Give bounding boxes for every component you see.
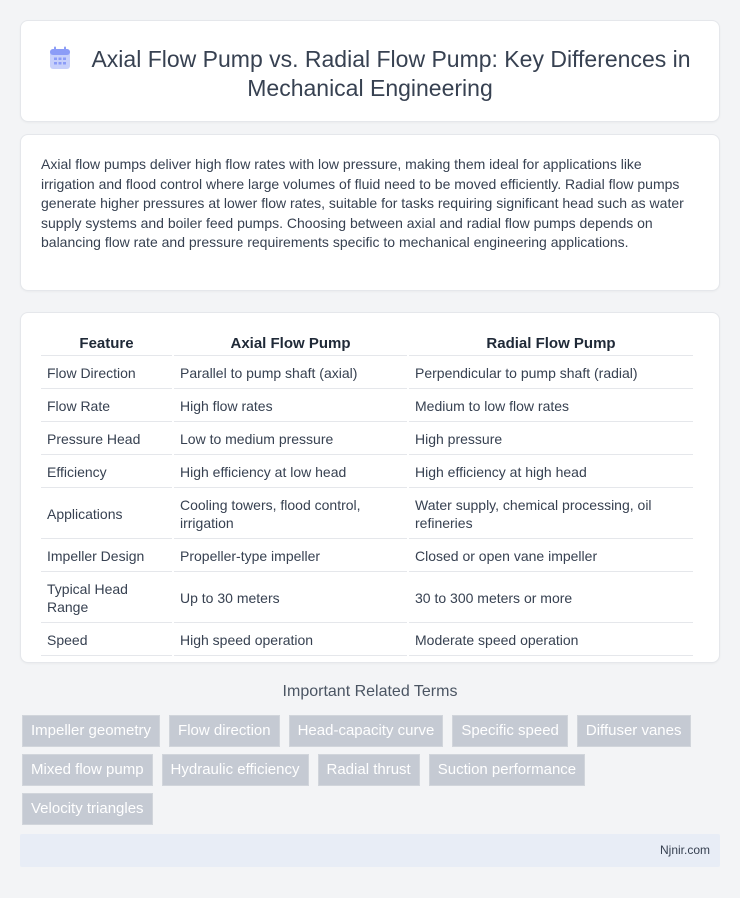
- footer: [20, 834, 720, 867]
- table-header-row: [41, 333, 693, 356]
- term-tag[interactable]: Impeller geometry: [22, 715, 160, 747]
- term-tag[interactable]: Suction performance: [429, 754, 585, 786]
- column-header-axial: Axial Flow Pump: [174, 333, 407, 356]
- cell-radial: Moderate speed operation: [409, 625, 693, 656]
- term-tag[interactable]: Specific speed: [452, 715, 568, 747]
- table-row: [41, 490, 693, 539]
- page-title-block: [21, 45, 719, 103]
- cell-axial: Low to medium pressure: [174, 424, 407, 455]
- comparison-table: [39, 331, 695, 658]
- cell-feature: Pressure Head: [41, 424, 172, 455]
- cell-radial: Closed or open vane impeller: [409, 541, 693, 572]
- calendar-icon: [49, 46, 71, 70]
- cell-feature: Efficiency: [41, 457, 172, 488]
- cell-feature: Typical Head Range: [41, 574, 172, 623]
- cell-axial: High efficiency at low head: [174, 457, 407, 488]
- cell-radial: High pressure: [409, 424, 693, 455]
- related-terms-list: [20, 713, 720, 830]
- column-header-feature: Feature: [41, 333, 172, 356]
- cell-axial: High speed operation: [174, 625, 407, 656]
- term-tag[interactable]: Radial thrust: [318, 754, 420, 786]
- cell-feature: Flow Direction: [41, 358, 172, 389]
- intro-paragraph: Axial flow pumps deliver high flow rates with low pressure, making them ideal for applications like irrigation and flood control where large volumes of fluid need to be moved efficiently. Radial flow pumps generate higher pressures at lower flow rates, suitable for tasks requiring significant head such as water supply systems and boiler feed pumps. Choosing between axial and radial flow pumps depends on balancing flow rate and pressure requirements specific to mechanical engineering applications.: [41, 156, 684, 251]
- cell-axial: Up to 30 meters: [174, 574, 407, 623]
- term-tag[interactable]: Hydraulic efficiency: [162, 754, 309, 786]
- cell-feature: Impeller Design: [41, 541, 172, 572]
- cell-axial: Parallel to pump shaft (axial): [174, 358, 407, 389]
- table-row: [41, 424, 693, 455]
- cell-feature: Applications: [41, 490, 172, 539]
- cell-feature: Flow Rate: [41, 391, 172, 422]
- term-tag[interactable]: Mixed flow pump: [22, 754, 153, 786]
- cell-radial: Water supply, chemical processing, oil refineries: [409, 490, 693, 539]
- term-tag[interactable]: Velocity triangles: [22, 793, 153, 825]
- table-row: [41, 541, 693, 572]
- footer-site-link[interactable]: Njnir.com: [659, 843, 710, 857]
- table-row: [41, 391, 693, 422]
- cell-axial: Cooling towers, flood control, irrigation: [174, 490, 407, 539]
- comparison-table-card: [20, 312, 720, 663]
- related-terms-heading: Important Related Terms: [282, 683, 458, 700]
- page-title: Axial Flow Pump vs. Radial Flow Pump: Key Differences in Mechanical Engineering: [91, 46, 691, 101]
- cell-radial: Medium to low flow rates: [409, 391, 693, 422]
- cell-radial: 30 to 300 meters or more: [409, 574, 693, 623]
- term-tag[interactable]: Head-capacity curve: [289, 715, 444, 747]
- cell-axial: Propeller-type impeller: [174, 541, 407, 572]
- table-row: [41, 574, 693, 623]
- table-row: [41, 358, 693, 389]
- cell-radial: High efficiency at high head: [409, 457, 693, 488]
- term-tag[interactable]: Diffuser vanes: [577, 715, 691, 747]
- cell-axial: High flow rates: [174, 391, 407, 422]
- title-card: [20, 20, 720, 122]
- intro-card: [20, 134, 720, 291]
- term-tag[interactable]: Flow direction: [169, 715, 280, 747]
- table-row: [41, 625, 693, 656]
- column-header-radial: Radial Flow Pump: [409, 333, 693, 356]
- cell-feature: Speed: [41, 625, 172, 656]
- cell-radial: Perpendicular to pump shaft (radial): [409, 358, 693, 389]
- table-row: [41, 457, 693, 488]
